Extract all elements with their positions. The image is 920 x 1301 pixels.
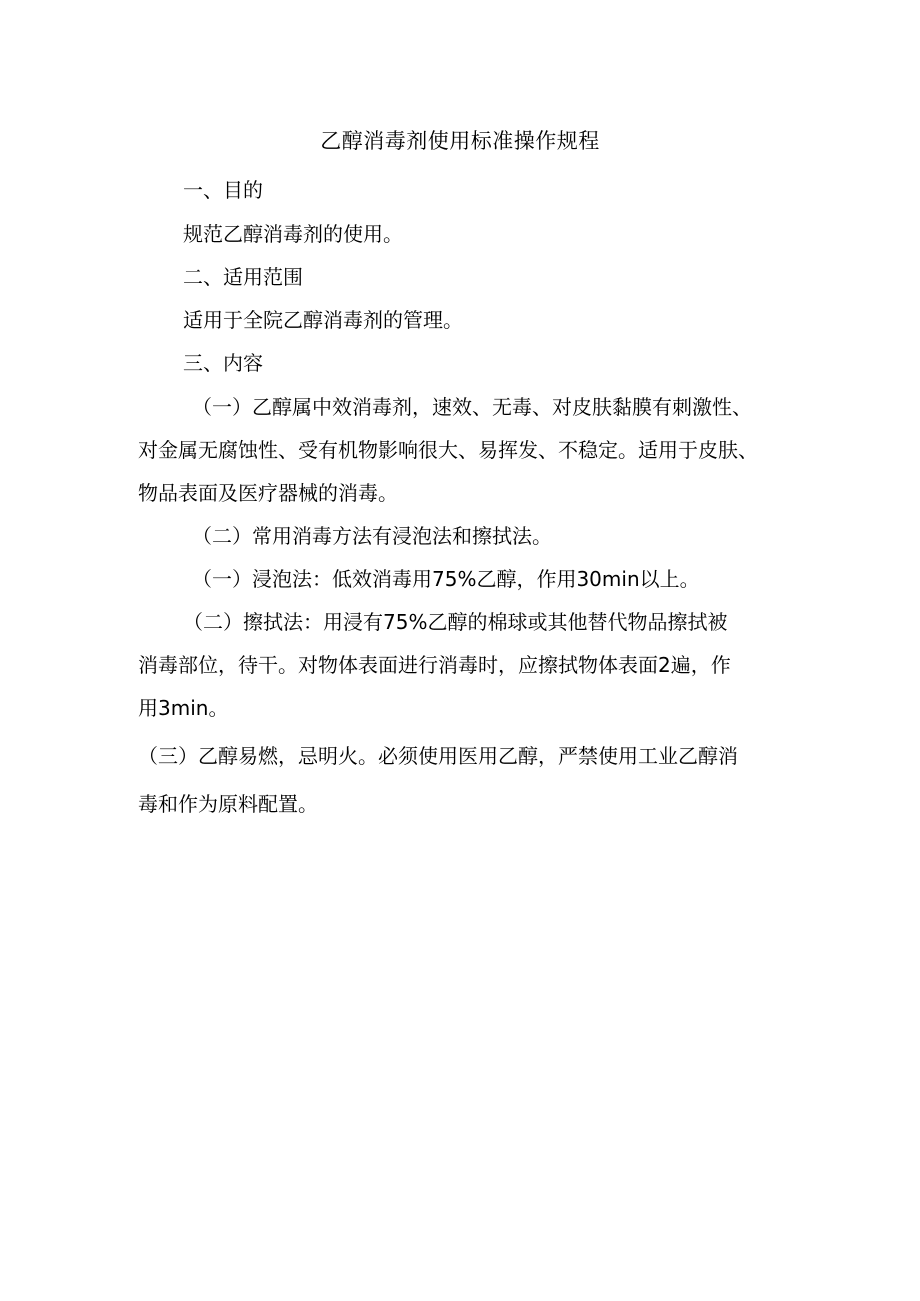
- section-text-scope: 适用于全院乙醇消毒剂的管理。: [183, 308, 463, 332]
- content-item-3-line-1: （三）乙醇易燃，忌明火。必须使用医用乙醇，严禁使用工业乙醇消: [138, 744, 738, 768]
- section-heading-purpose: 一、目的: [183, 178, 263, 202]
- content-item-3-line-2: 毒和作为原料配置。: [138, 792, 318, 816]
- section-heading-content: 三、内容: [183, 351, 263, 375]
- content-item-1-line-2: 对金属无腐蚀性、受有机物影响很大、易挥发、不稳定。适用于皮肤、: [138, 438, 758, 462]
- content-item-2-sub-2-line-1: （二）擦拭法：用浸有75%乙醇的棉球或其他替代物品擦拭被: [183, 610, 728, 634]
- section-text-purpose: 规范乙醇消毒剂的使用。: [183, 222, 403, 246]
- content-item-1-line-1: （一）乙醇属中效消毒剂，速效、无毒、对皮肤黏膜有刺激性、: [192, 395, 752, 419]
- content-item-2-sub-2-line-3: 用3min。: [138, 696, 229, 720]
- content-item-2-sub-2-line-2: 消毒部位，待干。对物体表面进行消毒时，应擦拭物体表面2遍，作: [138, 653, 731, 677]
- content-item-2: （二）常用消毒方法有浸泡法和擦拭法。: [192, 524, 552, 548]
- document-title: 乙醇消毒剂使用标准操作规程: [320, 129, 600, 153]
- section-heading-scope: 二、适用范围: [183, 265, 303, 289]
- content-item-1-line-3: 物品表面及医疗器械的消毒。: [138, 481, 398, 505]
- content-item-2-sub-1: （一）浸泡法：低效消毒用75%乙醇，作用30min以上。: [192, 567, 700, 591]
